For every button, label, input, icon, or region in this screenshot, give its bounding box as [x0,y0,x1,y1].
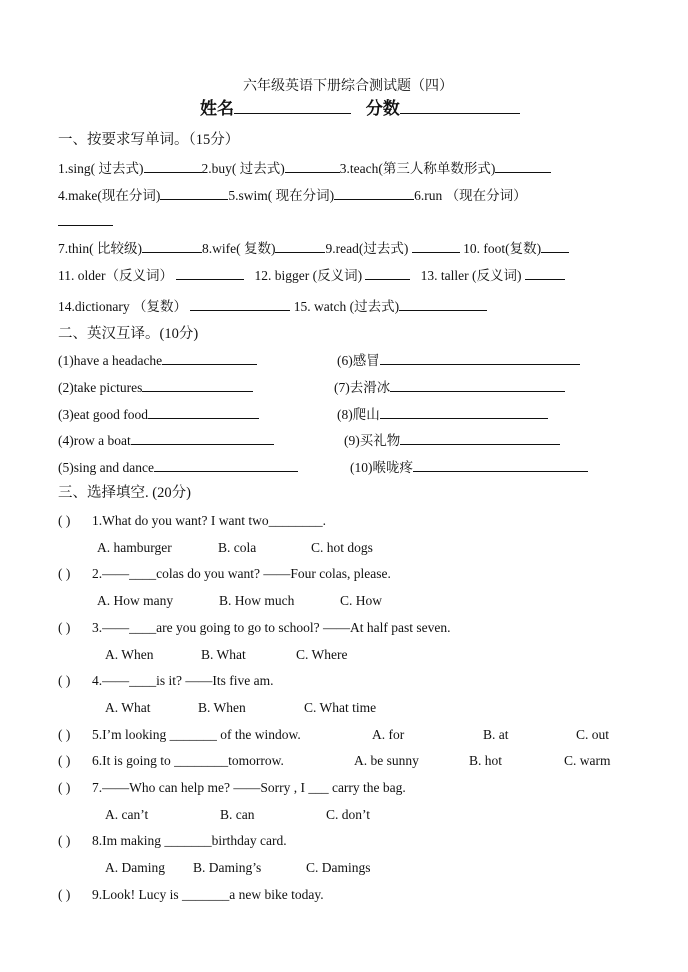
section1-heading: 一、按要求写单词。（15分） [58,132,240,148]
option-c[interactable]: C. warm [564,753,611,768]
answer-blank[interactable] [176,267,244,280]
answer-blank[interactable] [525,267,565,280]
answer-paren[interactable]: ( ) [58,513,71,528]
name-score-row [200,101,520,118]
translate-item-5: (5)sing and dance [58,460,154,475]
answer-blank[interactable] [390,379,565,392]
option-b[interactable]: B. hot [469,753,503,768]
name-label: 姓名 [200,99,234,118]
option-b[interactable]: B. What [201,647,246,662]
answer-blank[interactable] [148,406,259,419]
question-1 [58,513,326,529]
answer-paren[interactable]: ( ) [58,566,71,581]
option-a[interactable]: A. Daming [105,860,165,875]
answer-blank[interactable] [144,160,202,173]
answer-blank[interactable] [275,240,325,253]
word-item-3: 3.teach(第三人称单数形式) [339,161,496,176]
translate-row-5 [58,459,298,476]
option-c[interactable]: C. Damings [306,860,371,875]
word-item-4: 4.make(现在分词) [58,188,161,203]
word-item-15: 15. watch (过去式) [293,299,400,314]
option-c[interactable]: C. hot dogs [311,540,373,555]
translate-row-3 [58,406,259,423]
answer-blank[interactable] [190,298,290,311]
option-c[interactable]: C. out [576,727,610,742]
answer-blank[interactable] [365,267,410,280]
answer-paren[interactable]: ( ) [58,753,71,768]
answer-blank[interactable] [58,213,113,226]
question-4 [58,673,273,689]
translate-item-3: (3)eat good food [58,407,148,422]
translate-row-8 [337,406,548,423]
option-a[interactable]: A. can’t [105,807,149,822]
option-b[interactable]: B. How much [219,593,295,608]
word-item-1: 1.sing( 过去式) [58,161,144,176]
word-item-12: 12. bigger (反义词) [254,268,363,283]
answer-blank[interactable] [154,459,298,472]
option-b[interactable]: B. can [220,807,255,822]
answer-blank[interactable] [160,187,228,200]
score-blank[interactable] [400,101,520,114]
question-2 [58,566,391,582]
question-text: 8.Im making _______birthday card. [92,833,287,848]
answer-paren[interactable]: ( ) [58,887,71,902]
word-item-8: 8.wife( 复数) [202,241,276,256]
answer-blank[interactable] [413,459,588,472]
answer-blank[interactable] [142,240,202,253]
option-a[interactable]: A. What [105,700,151,715]
word-item-11: 11. older（反义词） [58,268,173,283]
section1-row2-cont [58,213,113,230]
option-a[interactable]: A. for [372,727,405,742]
answer-blank[interactable] [412,240,460,253]
name-blank[interactable] [234,101,351,114]
answer-paren[interactable]: ( ) [58,833,71,848]
section1-row3 [58,240,569,257]
question-7 [58,780,406,796]
question-text: 2.——____colas do you want? ——Four colas, please. [92,566,391,581]
answer-paren[interactable]: ( ) [58,620,71,635]
option-a[interactable]: A. How many [97,593,174,608]
word-item-10: 10. foot(复数) [463,241,542,256]
answer-blank[interactable] [142,379,253,392]
option-b[interactable]: B. Daming’s [193,860,262,875]
option-c[interactable]: C. What time [304,700,377,715]
question-text: 3.——____are you going to go to school? ——At half past seven. [92,620,451,635]
answer-paren[interactable]: ( ) [58,673,71,688]
answer-paren[interactable]: ( ) [58,780,71,795]
option-b[interactable]: B. When [198,700,246,715]
question-8 [58,833,287,849]
option-c[interactable]: C. don’t [326,807,371,822]
translate-row-7 [334,379,565,396]
question-text: 9.Look! Lucy is _______a new bike today. [92,887,324,902]
translate-item-9: (9)买礼物 [344,433,401,448]
word-item-5: 5.swim( 现在分词) [228,188,335,203]
question-3 [58,620,450,636]
translate-row-9 [344,432,560,449]
answer-blank[interactable] [400,432,560,445]
section1-row4 [58,267,565,284]
section1-row2 [58,187,527,204]
section3-heading: 三、选择填空. (20分) [58,485,191,501]
answer-blank[interactable] [399,298,487,311]
question-text: 5.I’m looking _______ of the window. [92,727,301,742]
translate-item-6: (6)感冒 [337,353,380,368]
section1-row5 [58,298,487,315]
question-text: 4.——____is it? ——Its five am. [92,673,274,688]
section1-row1 [58,160,551,177]
worksheet-title: 六年级英语下册综合测试题（四） [243,79,453,94]
question-text: 1.What do you want? I want two________. [92,513,326,528]
translate-row-2 [58,379,253,396]
word-item-9: 9.read(过去式) [325,241,409,256]
answer-blank[interactable] [380,352,580,365]
answer-paren[interactable]: ( ) [58,727,71,742]
option-a[interactable]: A. be sunny [354,753,419,768]
word-item-7: 7.thin( 比较级) [58,241,142,256]
answer-blank[interactable] [541,240,569,253]
translate-item-8: (8)爬山 [337,407,380,422]
option-b[interactable]: B. at [483,727,509,742]
question-9 [58,887,324,903]
option-c[interactable]: C. How [340,593,383,608]
translate-item-7: (7)去滑冰 [334,380,391,395]
option-b[interactable]: B. cola [218,540,257,555]
word-item-13: 13. taller (反义词) [420,268,522,283]
question-text: 7.——Who can help me? ——Sorry , I ___ carry the bag. [92,780,406,795]
answer-blank[interactable] [380,406,548,419]
word-item-2: 2.buy( 过去式) [201,161,285,176]
translate-row-10 [350,459,588,476]
translate-item-10: (10)喉咙疼 [350,460,413,475]
question-6 [58,753,284,769]
question-text: 6.It is going to ________tomorrow. [92,753,284,768]
answer-blank[interactable] [495,160,551,173]
option-a[interactable]: A. When [105,647,154,662]
question-5 [58,727,301,743]
answer-blank[interactable] [162,352,257,365]
word-item-6: 6.run （现在分词） [414,188,527,203]
word-item-14: 14.dictionary （复数） [58,299,187,314]
option-a[interactable]: A. hamburger [97,540,172,555]
translate-item-2: (2)take pictures [58,380,143,395]
translate-row-6 [337,352,580,369]
translate-row-1 [58,352,257,369]
option-c[interactable]: C. Where [296,647,348,662]
section2-heading: 二、英汉互译。(10分) [58,326,199,342]
answer-blank[interactable] [334,187,414,200]
translate-row-4 [58,432,274,449]
translate-item-1: (1)have a headache [58,353,163,368]
translate-item-4: (4)row a boat [58,433,131,448]
answer-blank[interactable] [131,432,274,445]
score-label: 分数 [365,99,400,118]
answer-blank[interactable] [285,160,340,173]
